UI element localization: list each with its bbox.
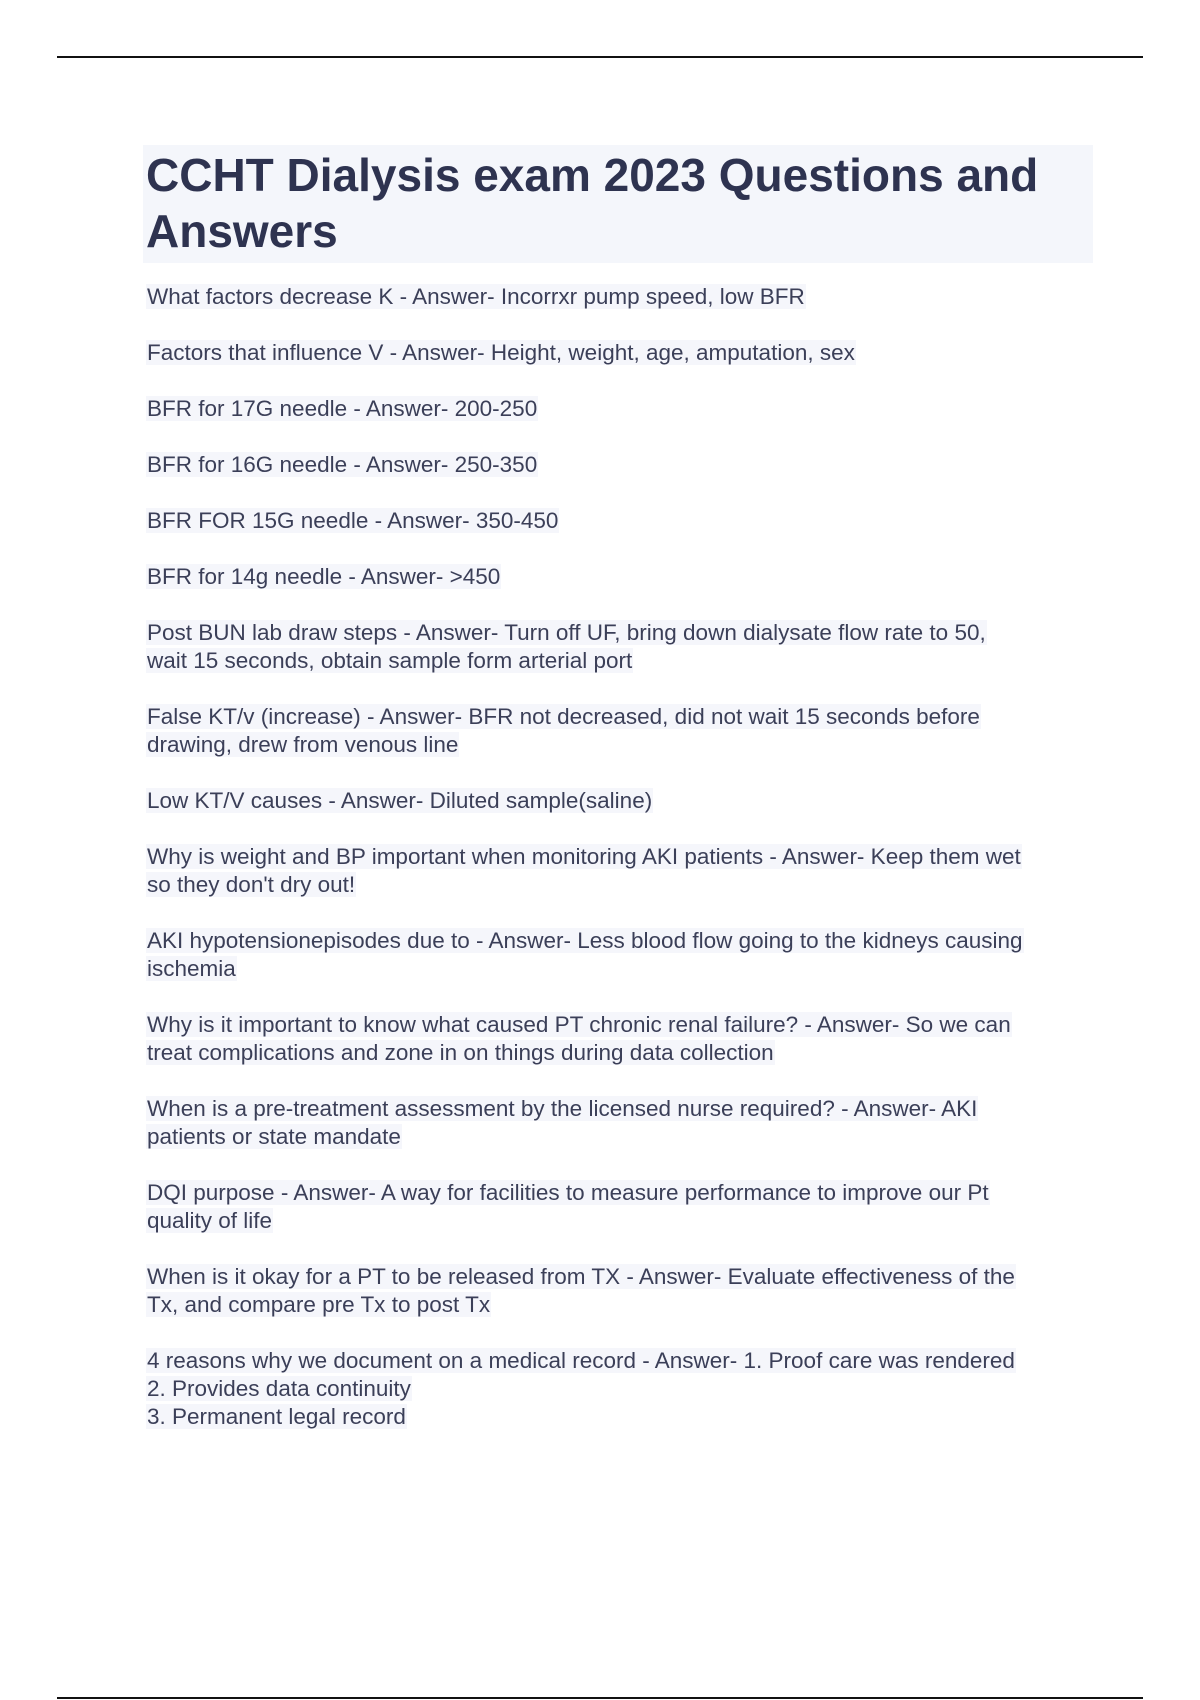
qa-item-7: Post BUN lab draw steps - Answer- Turn off UF, bring down dialysate flow rate to 50, wait 15 seconds, obtain sample form arterial port	[147, 620, 986, 673]
qa-item-15: When is it okay for a PT to be released from TX - Answer- Evaluate effectiveness of the Tx, and compare pre Tx to post Tx	[147, 1264, 1015, 1317]
footer-rule	[57, 1697, 1143, 1699]
qa-item-13: When is a pre-treatment assessment by the licensed nurse required? - Answer- AKI patients or state mandate	[147, 1096, 978, 1149]
qa-item-1: What factors decrease K - Answer- Incorrxr pump speed, low BFR	[147, 284, 805, 309]
qa-item-5: BFR FOR 15G needle - Answer- 350-450	[147, 508, 559, 533]
qa-list	[146, 283, 1096, 1459]
qa-item-6: BFR for 14g needle - Answer- >450	[147, 564, 501, 589]
qa-item-4: BFR for 16G needle - Answer- 250-350	[147, 452, 538, 477]
qa-item-11: AKI hypotensionepisodes due to - Answer- Less blood flow going to the kidneys causing ischemia	[147, 928, 1023, 981]
qa-item-8: False KT/v (increase) - Answer- BFR not decreased, did not wait 15 seconds before drawing, drew from venous line	[147, 704, 980, 757]
qa-item-12: Why is it important to know what caused PT chronic renal failure? - Answer- So we can treat complications and zone in on things during data collection	[147, 1012, 1011, 1065]
title-block	[143, 145, 1093, 263]
qa-item-10: Why is weight and BP important when monitoring AKI patients - Answer- Keep them wet so they don't dry out!	[147, 844, 1021, 897]
qa-item-9: Low KT/V causes - Answer- Diluted sample(saline)	[147, 788, 653, 813]
header-rule	[57, 56, 1143, 58]
document-title: CCHT Dialysis exam 2023 Questions and Answers	[146, 149, 1039, 257]
qa-item-2: Factors that influence V - Answer- Height, weight, age, amputation, sex	[147, 340, 855, 365]
qa-item-14: DQI purpose - Answer- A way for facilities to measure performance to improve our Pt quality of life	[147, 1180, 989, 1233]
qa-item-16: 4 reasons why we document on a medical record - Answer- 1. Proof care was rendered 2. Provides data continuity 3. Permanent legal record	[147, 1348, 1015, 1429]
qa-item-3: BFR for 17G needle - Answer- 200-250	[147, 396, 538, 421]
